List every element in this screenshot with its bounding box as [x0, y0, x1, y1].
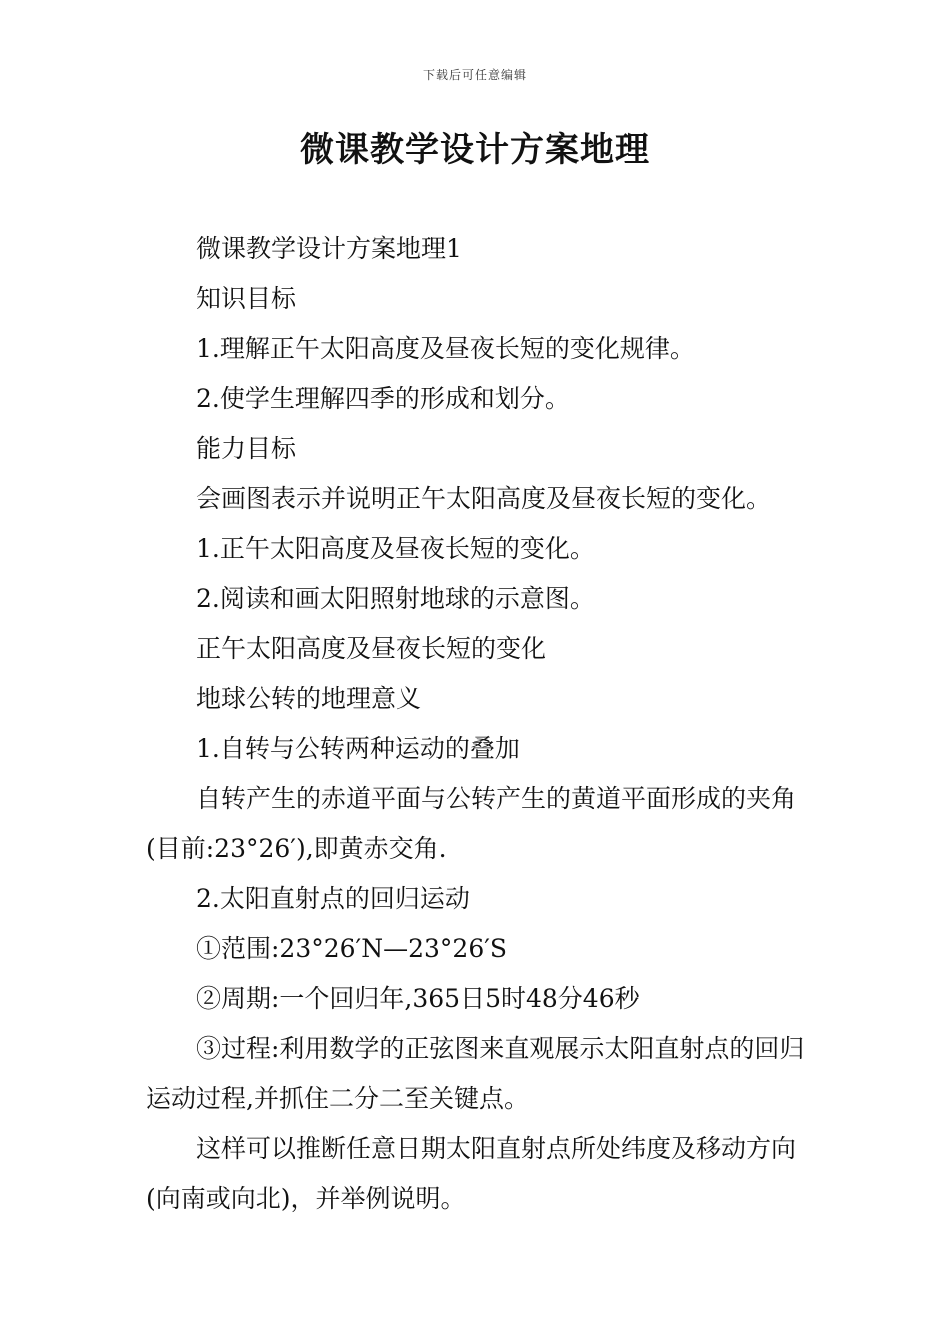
paragraph: 这样可以推断任意日期太阳直射点所处纬度及移动方向(向南或向北)，并举例说明。: [146, 1134, 797, 1213]
paragraph: 会画图表示并说明正午太阳高度及昼夜长短的变化。: [196, 484, 772, 513]
paragraph: 2.阅读和画太阳照射地球的示意图。: [196, 584, 595, 613]
paragraph: 微课教学设计方案地理1: [196, 234, 462, 263]
paragraph: 2.太阳直射点的回归运动: [196, 884, 470, 913]
paragraph: 知识目标: [196, 284, 297, 313]
paragraph: 2.使学生理解四季的形成和划分。: [196, 384, 570, 413]
paragraph: 1.理解正午太阳高度及昼夜长短的变化规律。: [196, 334, 695, 363]
paragraph: 能力目标: [196, 434, 297, 463]
paragraph: 地球公转的地理意义: [196, 684, 422, 713]
paragraph: 正午太阳高度及昼夜长短的变化: [196, 634, 547, 663]
paragraph: ②周期:一个回归年,365日5时48分46秒: [196, 984, 640, 1013]
paragraph: 自转产生的赤道平面与公转产生的黄道平面形成的夹角(目前:23°26′),即黄赤交角.: [146, 784, 797, 863]
header-note: 下载后可任意编辑: [422, 68, 527, 82]
page-title: 微课教学设计方案地理: [300, 130, 650, 170]
paragraph: 1.自转与公转两种运动的叠加: [196, 734, 520, 763]
paragraph: ③过程:利用数学的正弦图来直观展示太阳直射点的回归运动过程,并抓住二分二至关键点。: [146, 1034, 805, 1113]
paragraph: ①范围:23°26′N—23°26′S: [196, 934, 508, 963]
document-body: [146, 224, 810, 1224]
paragraph: 1.正午太阳高度及昼夜长短的变化。: [196, 534, 595, 563]
